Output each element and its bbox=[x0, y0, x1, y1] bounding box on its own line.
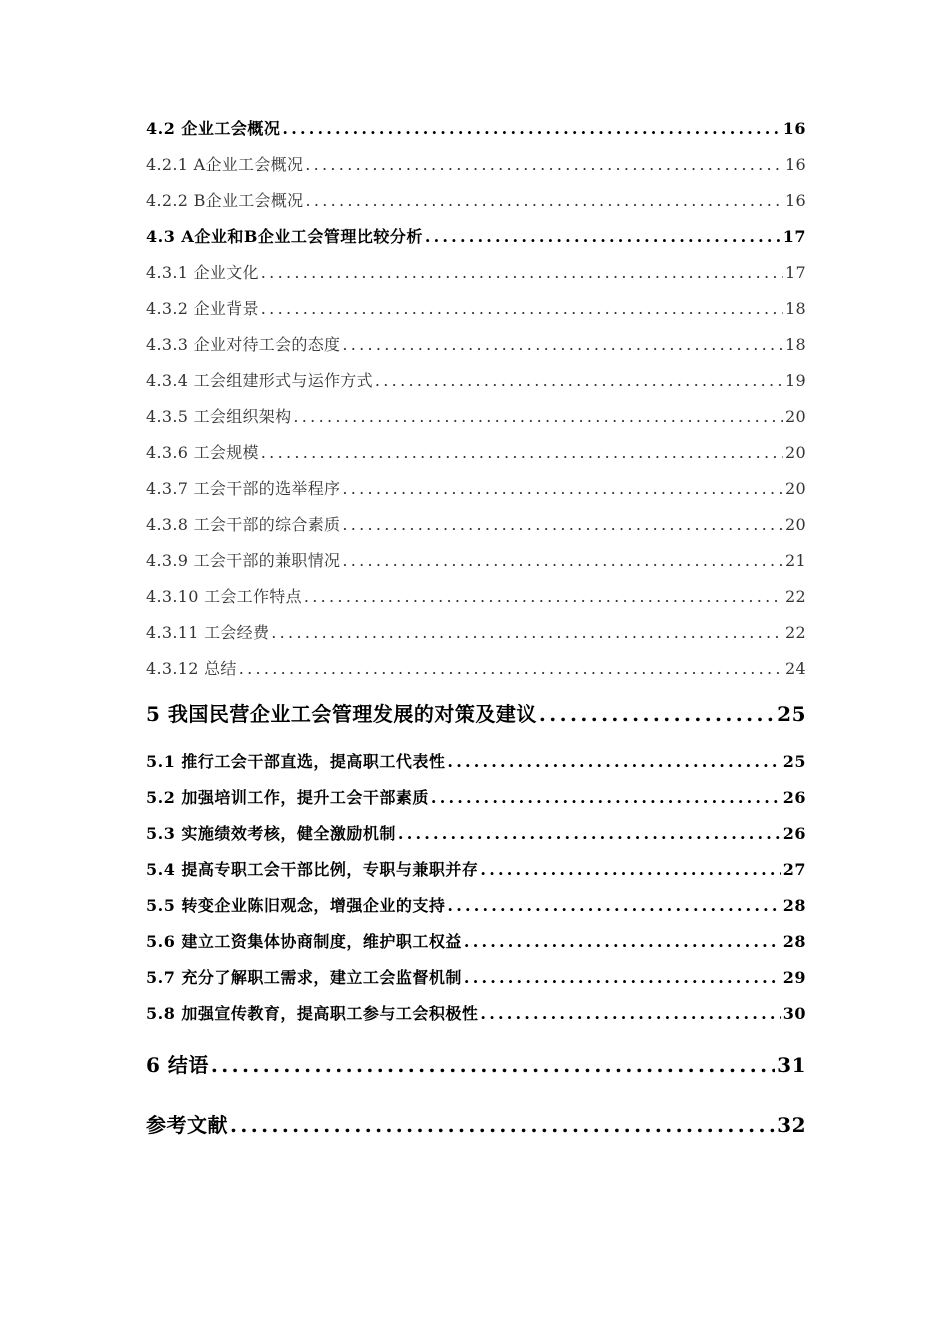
toc-entry-label: 参考文献 bbox=[146, 1113, 228, 1137]
toc-entry-5-3[interactable] bbox=[146, 821, 806, 857]
dot-leader bbox=[425, 227, 781, 246]
dot-leader bbox=[271, 623, 783, 642]
toc-entry-label: 5.5 转变企业陈旧观念，增强企业的支持 bbox=[146, 896, 446, 915]
toc-page-number: 31 bbox=[777, 1053, 806, 1077]
toc-entry-label: 5.8 加强宣传教育，提高职工参与工会积极性 bbox=[146, 1004, 479, 1023]
dot-leader bbox=[261, 299, 783, 318]
dot-leader bbox=[480, 860, 780, 879]
toc-page-number: 20 bbox=[785, 515, 806, 534]
toc-page-number: 28 bbox=[782, 896, 806, 915]
toc-entry-4-3-4[interactable] bbox=[146, 368, 806, 404]
toc-entry-4-2-2[interactable] bbox=[146, 188, 806, 224]
toc-entry-5-8[interactable] bbox=[146, 1001, 806, 1037]
toc-entry-label: 5.3 实施绩效考核，健全激励机制 bbox=[146, 824, 396, 843]
toc-entry-5-1[interactable] bbox=[146, 749, 806, 785]
toc-page-number: 18 bbox=[785, 335, 806, 354]
dot-leader bbox=[398, 824, 781, 843]
toc-entry-4-3-1[interactable] bbox=[146, 260, 806, 296]
dot-leader bbox=[211, 1053, 775, 1077]
toc-entry-5-7[interactable] bbox=[146, 965, 806, 1001]
dot-leader bbox=[342, 515, 783, 534]
toc-entry-4-2-1[interactable] bbox=[146, 152, 806, 188]
toc-references[interactable] bbox=[146, 1109, 806, 1153]
toc-entry-label: 5.4 提高专职工会干部比例，专职与兼职并存 bbox=[146, 860, 479, 879]
toc-entry-4-3-7[interactable] bbox=[146, 476, 806, 512]
dot-leader bbox=[305, 155, 783, 174]
dot-leader bbox=[480, 1004, 780, 1023]
toc-page-number: 29 bbox=[782, 968, 806, 987]
dot-leader bbox=[261, 263, 783, 282]
toc-page-number: 20 bbox=[785, 407, 806, 426]
toc-entry-label: 4.3.8 工会干部的综合素质 bbox=[146, 515, 341, 534]
toc-entry-4-3-11[interactable] bbox=[146, 620, 806, 656]
dot-leader bbox=[539, 702, 775, 726]
toc-entry-4-3-3[interactable] bbox=[146, 332, 806, 368]
toc-page-number: 21 bbox=[785, 551, 806, 570]
toc-entry-label: 4.3.6 工会规模 bbox=[146, 443, 259, 462]
toc-entry-label: 5.2 加强培训工作，提升工会干部素质 bbox=[146, 788, 429, 807]
toc-entry-label: 4.3.3 企业对待工会的态度 bbox=[146, 335, 341, 354]
toc-page-number: 28 bbox=[782, 932, 806, 951]
toc-page-number: 25 bbox=[782, 752, 806, 771]
toc-page-number: 26 bbox=[782, 824, 806, 843]
toc-page-number: 20 bbox=[785, 479, 806, 498]
toc-entry-label: 4.2.2 B企业工会概况 bbox=[146, 191, 304, 210]
toc-page-number: 24 bbox=[785, 659, 806, 678]
dot-leader bbox=[431, 788, 781, 807]
toc-chapter-5[interactable] bbox=[146, 692, 806, 741]
toc-entry-4-3[interactable] bbox=[146, 224, 806, 260]
toc-entry-4-3-6[interactable] bbox=[146, 440, 806, 476]
toc-chapter-6[interactable] bbox=[146, 1049, 806, 1087]
toc-page-number: 17 bbox=[782, 227, 806, 246]
dot-leader bbox=[342, 335, 783, 354]
toc-entry-label: 4.3.2 企业背景 bbox=[146, 299, 259, 318]
toc-entry-label: 5.7 充分了解职工需求，建立工会监督机制 bbox=[146, 968, 462, 987]
toc-entry-label: 4.3.11 工会经费 bbox=[146, 623, 270, 642]
toc-entry-4-3-5[interactable] bbox=[146, 404, 806, 440]
toc-entry-5-4[interactable] bbox=[146, 857, 806, 893]
dot-leader bbox=[239, 659, 783, 678]
toc-entry-label: 5.6 建立工资集体协商制度，维护职工权益 bbox=[146, 932, 462, 951]
toc-page-number: 32 bbox=[777, 1113, 806, 1137]
toc-page-number: 16 bbox=[782, 119, 806, 138]
toc-entry-label: 4.3.1 企业文化 bbox=[146, 263, 259, 282]
toc-entry-label: 4.3.12 总结 bbox=[146, 659, 237, 678]
dot-leader bbox=[375, 371, 783, 390]
toc-page-number: 25 bbox=[777, 702, 806, 726]
toc-entry-4-3-10[interactable] bbox=[146, 584, 806, 620]
toc-page-number: 20 bbox=[785, 443, 806, 462]
toc-entry-label: 4.3.5 工会组织架构 bbox=[146, 407, 292, 426]
toc-entry-label: 5.1 推行工会干部直选，提高职工代表性 bbox=[146, 752, 446, 771]
toc-page-number: 22 bbox=[785, 587, 806, 606]
toc-page-number: 22 bbox=[785, 623, 806, 642]
dot-leader bbox=[230, 1113, 775, 1137]
dot-leader bbox=[447, 896, 780, 915]
toc-entry-label: 5 我国民营企业工会管理发展的对策及建议 bbox=[146, 702, 537, 726]
dot-leader bbox=[464, 932, 781, 951]
toc-page-number: 16 bbox=[785, 191, 806, 210]
toc-entry-4-3-2[interactable] bbox=[146, 296, 806, 332]
toc-page-number: 30 bbox=[782, 1004, 806, 1023]
toc-page-number: 18 bbox=[785, 299, 806, 318]
dot-leader bbox=[342, 479, 783, 498]
dot-leader bbox=[304, 587, 783, 606]
toc-entry-5-2[interactable] bbox=[146, 785, 806, 821]
dot-leader bbox=[447, 752, 780, 771]
toc-entry-4-3-12[interactable] bbox=[146, 656, 806, 692]
toc-entry-4-3-8[interactable] bbox=[146, 512, 806, 548]
toc-page-number: 17 bbox=[785, 263, 806, 282]
toc-page-number: 16 bbox=[785, 155, 806, 174]
toc-page-number: 19 bbox=[785, 371, 806, 390]
dot-leader bbox=[293, 407, 783, 426]
toc-entry-label: 4.2 企业工会概况 bbox=[146, 119, 281, 138]
spacer bbox=[146, 741, 806, 749]
toc-entry-label: 4.3.4 工会组建形式与运作方式 bbox=[146, 371, 373, 390]
dot-leader bbox=[305, 191, 783, 210]
toc-entry-label: 6 结语 bbox=[146, 1053, 209, 1077]
table-of-contents bbox=[146, 116, 806, 1153]
toc-entry-label: 4.3 A企业和B企业工会管理比较分析 bbox=[146, 227, 423, 246]
toc-entry-label: 4.2.1 A企业工会概况 bbox=[146, 155, 304, 174]
dot-leader bbox=[464, 968, 781, 987]
toc-entry-4-2[interactable] bbox=[146, 116, 806, 152]
toc-page-number: 26 bbox=[782, 788, 806, 807]
toc-entry-label: 4.3.7 工会干部的选举程序 bbox=[146, 479, 341, 498]
toc-entry-label: 4.3.9 工会干部的兼职情况 bbox=[146, 551, 341, 570]
dot-leader bbox=[342, 551, 783, 570]
toc-entry-5-6[interactable] bbox=[146, 929, 806, 965]
dot-leader bbox=[261, 443, 783, 462]
toc-page-number: 27 bbox=[782, 860, 806, 879]
toc-entry-label: 4.3.10 工会工作特点 bbox=[146, 587, 302, 606]
toc-entry-5-5[interactable] bbox=[146, 893, 806, 929]
dot-leader bbox=[282, 119, 780, 138]
toc-entry-4-3-9[interactable] bbox=[146, 548, 806, 584]
